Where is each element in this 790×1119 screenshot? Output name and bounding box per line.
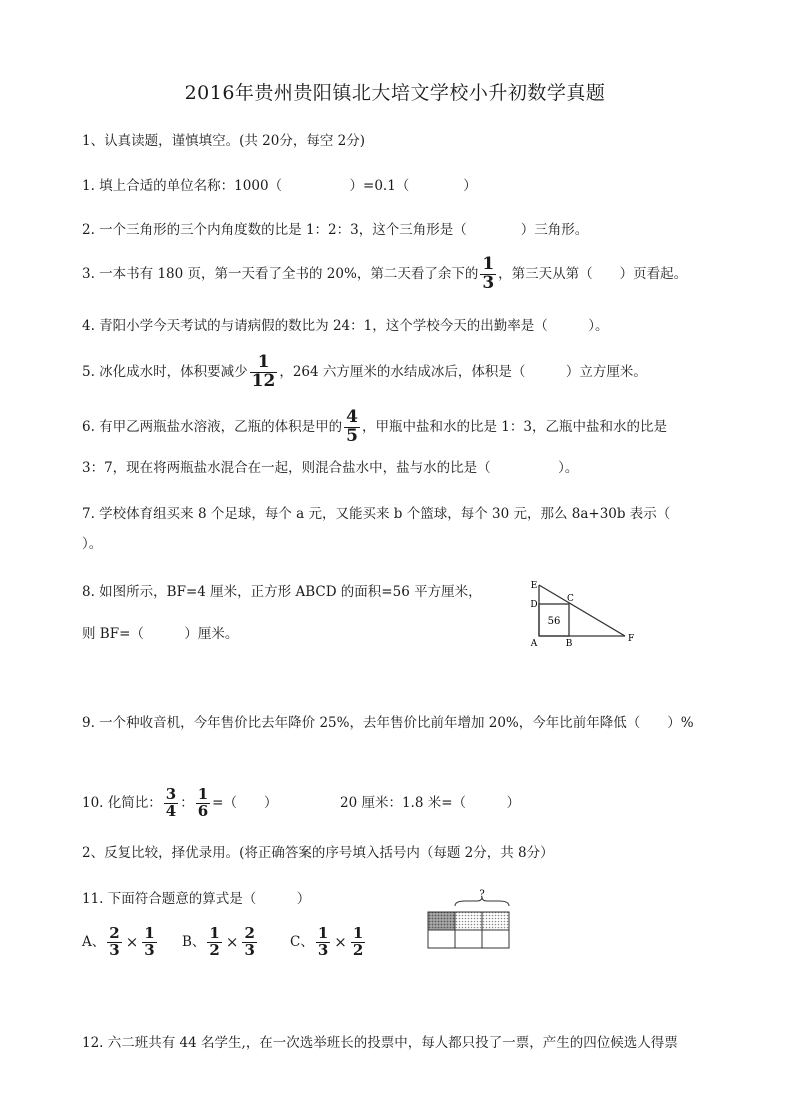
- fraction-numerator: 1: [144, 924, 155, 942]
- square-triangle-figure: [525, 575, 645, 651]
- fraction-denominator: 5: [346, 425, 359, 446]
- option-label: A、: [82, 933, 106, 950]
- fraction-denominator: 4: [165, 801, 177, 820]
- question-10-answer-blank: =（ ）: [212, 794, 278, 811]
- fraction-numerator: 2: [109, 924, 120, 942]
- fraction-1-2: [351, 926, 365, 959]
- cell-empty: [455, 930, 482, 948]
- question-6: [82, 409, 667, 446]
- question-6-line-2: 3：7，现在将两瓶盐水混合在一起，则混合盐水中，盐与水的比是（ ）。: [82, 460, 579, 476]
- question-10-label: 10. 化简比：: [82, 794, 162, 811]
- question-7-line-1: 7. 学校体育组买来 8 个足球，每个 a 元，又能买来 b 个篮球，每个 30 元，那么 8a+30b 表示（: [82, 506, 671, 522]
- fraction-denominator: 2: [209, 940, 220, 959]
- fraction-numerator: 2: [244, 924, 255, 942]
- label-b: B: [565, 639, 573, 649]
- fraction-bar-figure: [425, 884, 515, 956]
- cell-shaded-dark: [428, 912, 455, 930]
- label-area: 56: [547, 616, 561, 627]
- question-3-before: 3. 一本书有 180 页，第一天看了全书的 20%，第二天看了余下的: [82, 265, 479, 282]
- fraction-numerator: 1: [197, 785, 209, 803]
- section-2-header: 2、反复比较，择优录用。(将正确答案的序号填入括号内（每题 2分，共 8分）: [82, 845, 554, 861]
- question-2: 2. 一个三角形的三个内角度数的比是 1：2：3，这个三角形是（ ）三角形。: [82, 222, 589, 238]
- cell-empty: [428, 930, 455, 948]
- question-5-after: ，264 六方厘米的水结成冰后，体积是（ ）立方厘米。: [279, 363, 647, 380]
- option-label: C、: [290, 933, 314, 950]
- fraction-1-2: [207, 926, 221, 959]
- option-c: [290, 926, 367, 959]
- fraction-1-3: [316, 926, 330, 959]
- fraction-denominator: 3: [482, 272, 495, 293]
- question-3: [82, 256, 687, 293]
- fraction-2-3: [107, 926, 121, 959]
- fraction-numerator: 1: [352, 924, 364, 942]
- fraction-1-6: [196, 787, 210, 820]
- question-mark-label: ?: [479, 889, 485, 900]
- fraction-numerator: 1: [209, 924, 220, 942]
- brace-icon: [455, 897, 509, 906]
- question-5-before: 5. 冰化成水时，体积要减少: [82, 363, 248, 380]
- question-10-part-2: 20 厘米：1.8 米=（ ）: [340, 795, 521, 811]
- option-b: [182, 926, 259, 959]
- fraction-denominator: 3: [144, 940, 155, 959]
- question-6-before: 6. 有甲乙两瓶盐水溶液，乙瓶的体积是甲的: [82, 418, 343, 435]
- fraction-denominator: 3: [317, 940, 329, 959]
- question-9: 9. 一个种收音机，今年售价比去年降价 25%，去年售价比前年增加 20%，今年比前年降低（ ）%: [82, 715, 694, 731]
- fraction-1-3: [480, 256, 496, 293]
- option-a: [82, 926, 159, 959]
- question-7-line-2: ）。: [82, 536, 103, 552]
- fraction-numerator: 1: [317, 924, 329, 942]
- times-sign: ×: [125, 933, 139, 952]
- ratio-colon: ：: [180, 794, 194, 811]
- question-8-line-1: 8. 如图所示，BF=4 厘米，正方形 ABCD 的面积=56 平方厘米，: [82, 584, 482, 600]
- fraction-numerator: 3: [165, 785, 177, 803]
- label-f: F: [628, 634, 635, 644]
- fraction-2-3: [242, 926, 256, 959]
- times-sign: ×: [225, 933, 239, 952]
- question-5: [82, 354, 647, 391]
- label-d: D: [530, 600, 538, 610]
- cell-shaded-light: [482, 912, 509, 930]
- fraction-1-12: [250, 354, 278, 391]
- option-label: B、: [182, 933, 206, 950]
- fraction-denominator: 6: [197, 801, 209, 820]
- question-3-after: ，第三天从第（ ）页看起。: [498, 265, 688, 282]
- question-12: 12. 六二班共有 44 名学生,，在一次选举班长的投票中，每人都只投了一票，产生的四位候选人得票: [82, 1035, 678, 1051]
- question-10: [82, 787, 277, 820]
- line-ef: [539, 585, 625, 636]
- fraction-numerator: 1: [250, 354, 278, 373]
- fraction-denominator: 12: [251, 370, 276, 391]
- fraction-1-3: [142, 926, 156, 959]
- question-8-line-2: 则 BF=（ ）厘米。: [82, 626, 239, 642]
- fraction-3-4: [164, 787, 178, 820]
- label-a: A: [530, 639, 538, 649]
- label-e: E: [530, 581, 538, 591]
- question-1: 1. 填上合适的单位名称：1000（ ）=0.1（ ）: [82, 178, 477, 194]
- label-c: C: [567, 594, 574, 604]
- fraction-denominator: 3: [109, 940, 120, 959]
- section-1-header: 1、认真读题，谨慎填空。(共 20分，每空 2分): [82, 133, 365, 149]
- fraction-4-5: [344, 409, 360, 446]
- question-11: 11. 下面符合题意的算式是（ ）: [82, 891, 311, 907]
- question-6-after: ，甲瓶中盐和水的比是 1：3，乙瓶中盐和水的比是: [362, 418, 667, 435]
- fraction-numerator: 1: [482, 254, 495, 274]
- question-4: 4. 青阳小学今天考试的与请病假的数比为 24：1，这个学校今天的出勤率是（ ）。: [82, 318, 609, 334]
- cell-shaded-light: [455, 912, 482, 930]
- fraction-numerator: 4: [346, 407, 359, 427]
- page-title: 2016年贵州贵阳镇北大培文学校小升初数学真题: [184, 82, 606, 104]
- fraction-denominator: 3: [244, 940, 255, 959]
- times-sign: ×: [334, 933, 347, 952]
- fraction-denominator: 2: [352, 940, 364, 959]
- cell-empty: [482, 930, 509, 948]
